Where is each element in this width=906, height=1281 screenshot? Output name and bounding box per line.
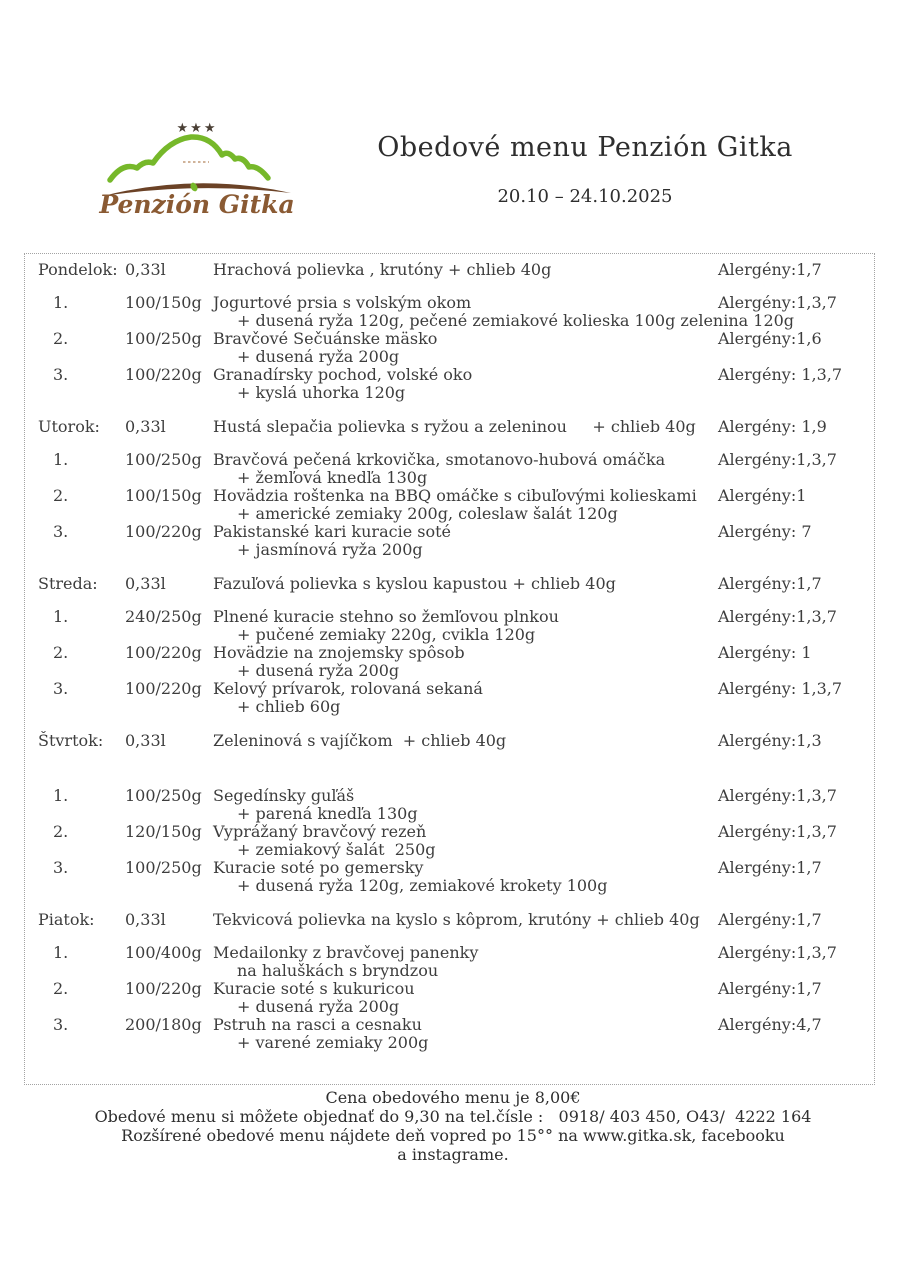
item-portion: 100/150g bbox=[125, 486, 202, 505]
item-number: 2. bbox=[53, 486, 69, 505]
item-allergens-spacer bbox=[718, 384, 874, 402]
item-side: + kyslá uhorka 120g bbox=[237, 383, 406, 402]
menu-item-side-row bbox=[25, 505, 874, 523]
menu-item-side-row bbox=[25, 998, 874, 1016]
menu-item-row bbox=[25, 859, 874, 877]
item-allergens: Alergény:1,3,7 bbox=[718, 293, 837, 312]
item-number-spacer bbox=[25, 962, 125, 980]
item-number-spacer bbox=[25, 384, 125, 402]
menu-item-side-row bbox=[25, 384, 874, 402]
item-side-wrap bbox=[213, 348, 718, 366]
item-side: + americké zemiaky 200g, coleslaw šalát 120g bbox=[237, 504, 618, 523]
item-name: Kuracie soté s kukuricou bbox=[213, 979, 415, 998]
item-portion-spacer bbox=[125, 541, 213, 559]
menu-date-range: 20.10 – 24.10.2025 bbox=[497, 186, 673, 207]
item-allergens: Alergény: 1,3,7 bbox=[718, 679, 843, 698]
item-name: Medailonky z bravčovej panenky bbox=[213, 943, 479, 962]
item-portion: 100/220g bbox=[125, 643, 202, 662]
logo-wordmark: Penzión Gitka bbox=[99, 190, 295, 219]
item-side: + dusená ryža 120g, pečené zemiakové kolieska 100g zelenina 120g bbox=[237, 311, 795, 330]
menu-day-section bbox=[25, 732, 874, 895]
item-portion: 100/250g bbox=[125, 329, 202, 348]
item-side: + parená knedľa 130g bbox=[237, 804, 418, 823]
item-number: 2. bbox=[53, 643, 69, 662]
item-side: + žemľová knedľa 130g bbox=[237, 468, 428, 487]
item-name: Pstruh na rasci a cesnaku bbox=[213, 1015, 422, 1034]
logo-stars-icon: ★★★ bbox=[176, 121, 218, 136]
item-side: + dusená ryža 200g bbox=[237, 997, 400, 1016]
menu-item-side-row bbox=[25, 962, 874, 980]
item-side: + varené zemiaky 200g bbox=[237, 1033, 429, 1052]
menu-item-row bbox=[25, 980, 874, 998]
menu-item-side-row bbox=[25, 312, 874, 330]
item-name: Granadírsky pochod, volské oko bbox=[213, 365, 473, 384]
menu-item-side-row bbox=[25, 541, 874, 559]
soup-allergens: Alergény:1,7 bbox=[718, 574, 822, 593]
item-name: Kelový prívarok, rolovaná sekaná bbox=[213, 679, 483, 698]
item-allergens: Alergény:1,3,7 bbox=[718, 943, 837, 962]
item-name: Plnené kuracie stehno so žemľovou plnkou bbox=[213, 607, 559, 626]
item-allergens-spacer bbox=[718, 541, 874, 559]
item-portion-spacer bbox=[125, 662, 213, 680]
item-portion: 240/250g bbox=[125, 607, 202, 626]
item-number: 2. bbox=[53, 822, 69, 841]
item-allergens-spacer bbox=[718, 805, 874, 823]
menu-item-row bbox=[25, 487, 874, 505]
item-portion-spacer bbox=[125, 805, 213, 823]
item-allergens-spacer bbox=[718, 505, 874, 523]
item-number: 1. bbox=[53, 786, 69, 805]
logo-mountain-icon bbox=[110, 137, 268, 180]
item-number-spacer bbox=[25, 805, 125, 823]
item-side-wrap bbox=[213, 505, 718, 523]
item-number: 3. bbox=[53, 858, 69, 877]
footer-instagram-line: a instagrame. bbox=[397, 1145, 509, 1164]
item-allergens-spacer bbox=[718, 841, 874, 859]
soup-row bbox=[25, 575, 874, 593]
item-number-spacer bbox=[25, 998, 125, 1016]
menu-item-row bbox=[25, 680, 874, 698]
soup-allergens: Alergény:1,3 bbox=[718, 731, 822, 750]
soup-name: Tekvicová polievka na kyslo s kôprom, krutóny + chlieb 40g bbox=[213, 910, 700, 929]
day-label: Streda: bbox=[38, 574, 98, 593]
item-number-spacer bbox=[25, 698, 125, 716]
item-number-spacer bbox=[25, 312, 125, 330]
item-name: Bravčová pečená krkovička, smotanovo-hubová omáčka bbox=[213, 450, 666, 469]
item-side: + dusená ryža 200g bbox=[237, 661, 400, 680]
item-allergens-spacer bbox=[718, 312, 874, 330]
item-portion: 100/150g bbox=[125, 293, 202, 312]
item-side-wrap bbox=[213, 877, 718, 895]
item-allergens: Alergény:4,7 bbox=[718, 1015, 822, 1034]
menu-item-row bbox=[25, 608, 874, 626]
page-title: Obedové menu Penzión Gitka bbox=[377, 132, 793, 163]
item-side: + jasmínová ryža 200g bbox=[237, 540, 423, 559]
menu-item-row bbox=[25, 330, 874, 348]
item-number-spacer bbox=[25, 626, 125, 644]
item-side: + dusená ryža 120g, zemiakové krokety 100g bbox=[237, 876, 608, 895]
item-name: Jogurtové prsia s volským okom bbox=[213, 293, 472, 312]
item-portion-spacer bbox=[125, 505, 213, 523]
soup-volume: 0,33l bbox=[125, 910, 166, 929]
item-allergens: Alergény:1,3,7 bbox=[718, 607, 837, 626]
item-side-wrap bbox=[213, 662, 718, 680]
menu-item-side-row bbox=[25, 469, 874, 487]
item-number-spacer bbox=[25, 662, 125, 680]
item-portion-spacer bbox=[125, 348, 213, 366]
item-name: Pakistanské kari kuracie soté bbox=[213, 522, 451, 541]
item-allergens-spacer bbox=[718, 877, 874, 895]
item-allergens: Alergény:1,7 bbox=[718, 858, 822, 877]
item-portion-spacer bbox=[125, 841, 213, 859]
footer-price-line: Cena obedového menu je 8,00€ bbox=[325, 1088, 581, 1107]
soup-row bbox=[25, 261, 874, 279]
item-number-spacer bbox=[25, 541, 125, 559]
item-number-spacer bbox=[25, 348, 125, 366]
item-side-wrap bbox=[213, 1034, 718, 1052]
item-portion: 100/220g bbox=[125, 365, 202, 384]
item-name: Kuracie soté po gemersky bbox=[213, 858, 424, 877]
menu-item-side-row bbox=[25, 626, 874, 644]
item-number: 3. bbox=[53, 679, 69, 698]
item-side-wrap bbox=[213, 805, 718, 823]
item-allergens: Alergény:1 bbox=[718, 486, 807, 505]
menu-item-row bbox=[25, 787, 874, 805]
soup-name: Hrachová polievka , krutóny + chlieb 40g bbox=[213, 260, 552, 279]
item-portion-spacer bbox=[125, 384, 213, 402]
item-name: Vyprážaný bravčový rezeň bbox=[213, 822, 427, 841]
item-number: 3. bbox=[53, 522, 69, 541]
menu-item-row bbox=[25, 523, 874, 541]
item-allergens-spacer bbox=[718, 998, 874, 1016]
logo-graphic bbox=[95, 116, 300, 221]
item-number-spacer bbox=[25, 505, 125, 523]
item-number: 2. bbox=[53, 979, 69, 998]
item-allergens-spacer bbox=[718, 698, 874, 716]
item-allergens-spacer bbox=[718, 962, 874, 980]
footer-order-phone-line: Obedové menu si môžete objednať do 9,30 na tel.čísle : 0918/ 403 450, O43/ 4222 164 bbox=[94, 1107, 812, 1126]
item-side: + zemiakový šalát 250g bbox=[237, 840, 436, 859]
item-portion: 120/150g bbox=[125, 822, 202, 841]
item-name: Hovädzia roštenka na BBQ omáčke s cibuľovými kolieskami bbox=[213, 486, 697, 505]
item-allergens-spacer bbox=[718, 348, 874, 366]
item-allergens: Alergény: 1 bbox=[718, 643, 812, 662]
soup-volume: 0,33l bbox=[125, 260, 166, 279]
item-side: na haluškách s bryndzou bbox=[237, 961, 439, 980]
item-number-spacer bbox=[25, 1034, 125, 1052]
item-allergens-spacer bbox=[718, 626, 874, 644]
day-label: Piatok: bbox=[38, 910, 95, 929]
soup-row bbox=[25, 418, 874, 436]
menu-item-side-row bbox=[25, 698, 874, 716]
item-side-wrap bbox=[213, 698, 718, 716]
item-allergens: Alergény: 1,3,7 bbox=[718, 365, 843, 384]
item-number: 1. bbox=[53, 943, 69, 962]
item-portion: 100/250g bbox=[125, 450, 202, 469]
item-allergens: Alergény:1,3,7 bbox=[718, 786, 837, 805]
item-side: + chlieb 60g bbox=[237, 697, 341, 716]
soup-row bbox=[25, 911, 874, 929]
item-side-wrap bbox=[213, 541, 718, 559]
item-portion-spacer bbox=[125, 1034, 213, 1052]
item-portion: 100/250g bbox=[125, 858, 202, 877]
item-number: 1. bbox=[53, 450, 69, 469]
item-number: 2. bbox=[53, 329, 69, 348]
penzion-gitka-logo bbox=[95, 116, 300, 221]
item-side-wrap bbox=[213, 998, 718, 1016]
item-portion-spacer bbox=[125, 469, 213, 487]
item-allergens: Alergény: 7 bbox=[718, 522, 812, 541]
item-number: 3. bbox=[53, 1015, 69, 1034]
item-side-wrap bbox=[213, 626, 718, 644]
item-side: + pučené zemiaky 220g, cvikla 120g bbox=[237, 625, 536, 644]
item-name: Hovädzie na znojemsky spôsob bbox=[213, 643, 465, 662]
item-portion-spacer bbox=[125, 626, 213, 644]
item-side: + dusená ryža 200g bbox=[237, 347, 400, 366]
item-allergens-spacer bbox=[718, 469, 874, 487]
item-side-wrap bbox=[213, 311, 795, 330]
item-portion-spacer bbox=[125, 962, 213, 980]
item-side-wrap bbox=[213, 962, 718, 980]
menu-table bbox=[24, 253, 875, 1085]
day-label: Štvrtok: bbox=[38, 731, 104, 750]
item-number: 1. bbox=[53, 293, 69, 312]
menu-item-row bbox=[25, 366, 874, 384]
item-allergens-spacer bbox=[718, 1034, 874, 1052]
item-number-spacer bbox=[25, 841, 125, 859]
item-number: 1. bbox=[53, 607, 69, 626]
soup-name: Fazuľová polievka s kyslou kapustou + chlieb 40g bbox=[213, 574, 616, 593]
soup-volume: 0,33l bbox=[125, 574, 166, 593]
menu-item-side-row bbox=[25, 662, 874, 680]
item-allergens: Alergény:1,7 bbox=[718, 979, 822, 998]
menu-item-side-row bbox=[25, 877, 874, 895]
item-side-wrap bbox=[213, 841, 718, 859]
soup-allergens: Alergény: 1,9 bbox=[718, 417, 827, 436]
soup-row bbox=[25, 732, 874, 750]
soup-name: Hustá slepačia polievka s ryžou a zeleninou + chlieb 40g bbox=[213, 417, 696, 436]
item-allergens-spacer bbox=[718, 662, 874, 680]
item-portion: 100/220g bbox=[125, 979, 202, 998]
item-portion: 100/220g bbox=[125, 522, 202, 541]
menu-item-side-row bbox=[25, 348, 874, 366]
item-portion: 100/220g bbox=[125, 679, 202, 698]
item-number-spacer bbox=[25, 877, 125, 895]
menu-item-side-row bbox=[25, 1034, 874, 1052]
soup-allergens: Alergény:1,7 bbox=[718, 260, 822, 279]
soup-volume: 0,33l bbox=[125, 731, 166, 750]
item-name: Bravčové Sečuánske mäsko bbox=[213, 329, 438, 348]
item-portion-spacer bbox=[125, 698, 213, 716]
menu-item-row bbox=[25, 1016, 874, 1034]
item-allergens: Alergény:1,3,7 bbox=[718, 822, 837, 841]
menu-day-section bbox=[25, 418, 874, 559]
item-allergens: Alergény:1,6 bbox=[718, 329, 822, 348]
day-label: Pondelok: bbox=[38, 260, 118, 279]
item-portion-spacer bbox=[125, 312, 213, 330]
item-portion-spacer bbox=[125, 877, 213, 895]
item-portion: 200/180g bbox=[125, 1015, 202, 1034]
item-portion: 100/250g bbox=[125, 786, 202, 805]
menu-day-section bbox=[25, 575, 874, 716]
menu-item-side-row bbox=[25, 805, 874, 823]
menu-item-row bbox=[25, 644, 874, 662]
footer-website-line: Rozšírené obedové menu nájdete deň vopred po 15°° na www.gitka.sk, facebooku bbox=[121, 1126, 785, 1145]
item-name: Segedínsky guľáš bbox=[213, 786, 355, 805]
soup-name: Zeleninová s vajíčkom + chlieb 40g bbox=[213, 731, 507, 750]
menu-item-row bbox=[25, 944, 874, 962]
footer bbox=[0, 1088, 906, 1164]
menu-day-section bbox=[25, 261, 874, 402]
menu-item-row bbox=[25, 294, 874, 312]
menu-item-row bbox=[25, 823, 874, 841]
soup-volume: 0,33l bbox=[125, 417, 166, 436]
day-label: Utorok: bbox=[38, 417, 100, 436]
item-portion-spacer bbox=[125, 998, 213, 1016]
item-side-wrap bbox=[213, 469, 718, 487]
item-side-wrap bbox=[213, 384, 718, 402]
item-portion: 100/400g bbox=[125, 943, 202, 962]
soup-allergens: Alergény:1,7 bbox=[718, 910, 822, 929]
item-allergens: Alergény:1,3,7 bbox=[718, 450, 837, 469]
menu-day-section bbox=[25, 911, 874, 1052]
menu-item-side-row bbox=[25, 841, 874, 859]
item-number-spacer bbox=[25, 469, 125, 487]
menu-item-row bbox=[25, 451, 874, 469]
item-number: 3. bbox=[53, 365, 69, 384]
